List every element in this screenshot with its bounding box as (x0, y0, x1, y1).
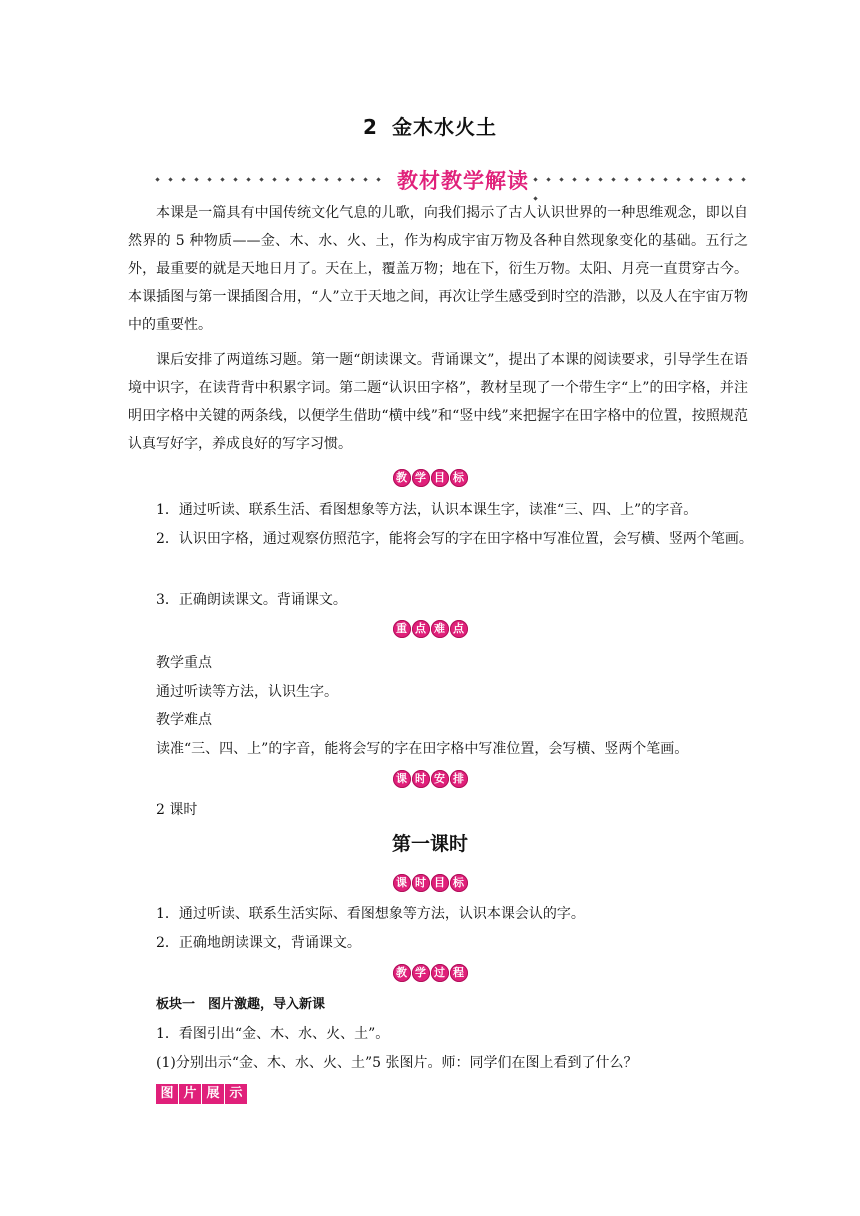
divider-dot (207, 177, 211, 181)
divider-dot (572, 177, 576, 181)
lesson-goal-1: 1．通过听读、联系生活实际、看图想象等方法，认识本课会认的字。 (156, 906, 585, 922)
badge-char: 标 (450, 874, 468, 892)
badge-char: 时 (412, 770, 430, 788)
divider-dot (155, 177, 159, 181)
badge-char: 目 (431, 874, 449, 892)
divider-dot (337, 177, 341, 181)
badge-char: 点 (450, 620, 468, 638)
badge-char: 程 (450, 964, 468, 982)
divider-dot (715, 177, 719, 181)
divider-dot (663, 177, 667, 181)
badge-char: 排 (450, 770, 468, 788)
badge-teaching-goals (0, 469, 860, 487)
badge-lesson-goals (0, 874, 860, 892)
divider-dot (259, 177, 263, 181)
divider-dot (272, 177, 276, 181)
badge-schedule (0, 770, 860, 788)
badge-char: 教 (393, 469, 411, 487)
divider-dot (233, 177, 237, 181)
badge-char: 学 (412, 964, 430, 982)
badge-char: 目 (431, 469, 449, 487)
lesson-title (0, 111, 860, 140)
divider-dot (702, 177, 706, 181)
divider-dot (246, 177, 250, 181)
lesson-goal-2: 2．正确地朗读课文，背诵课文。 (156, 935, 361, 951)
difficult-point-text: 读准“三、四、上”的字音，能将会写的字在田字格中写准位置，会写横、竖两个笔画。 (156, 741, 689, 757)
divider-dot (533, 177, 537, 181)
schedule-text: 2 课时 (156, 802, 198, 818)
divider-dot (546, 177, 550, 181)
divider-dot (363, 177, 367, 181)
divider-dot (728, 177, 732, 181)
block-1-title: 板块一 图片激趣，导入新课 (156, 997, 326, 1012)
section-banner-title: 教材教学解读 (397, 169, 529, 193)
goal-item-2: 2．认识田字格，通过观察仿照范字，能将会写的字在田字格中写准位置，会写横、竖两个笔画。 (156, 531, 753, 547)
divider-dot (650, 177, 654, 181)
badge-char: 标 (450, 469, 468, 487)
tag-char: 片 (179, 1084, 201, 1104)
divider-dot (741, 177, 745, 181)
badge-char: 安 (431, 770, 449, 788)
intro-paragraph-2: 课后安排了两道练习题。第一题“朗读课文。背诵课文”，提出了本课的阅读要求，引导学生在语境中识字，在读背背中积累字词。第二题“认识田字格”，教材呈现了一个带生字“上”的田字格，并注明田字格中关键的两条线，以便学生借助“横中线”和“竖中线”来把握字在田字格中的位置，按照规范认真写好字，养成良好的写字习惯。 (128, 352, 748, 452)
lesson-1-title: 第一课时 (391, 833, 468, 855)
badge-key-points (0, 620, 860, 638)
divider-dot (298, 177, 302, 181)
divider-dot (194, 177, 198, 181)
section-banner (156, 168, 766, 193)
dot-divider-left (156, 178, 392, 182)
divider-dot (168, 177, 172, 181)
tag-char: 展 (202, 1084, 224, 1104)
badge-char: 过 (431, 964, 449, 982)
difficult-point-label: 教学难点 (156, 712, 212, 728)
divider-dot (350, 177, 354, 181)
goal-item-3: 3．正确朗读课文。背诵课文。 (156, 592, 347, 608)
divider-dot (585, 177, 589, 181)
badge-char: 课 (393, 874, 411, 892)
divider-dot (324, 177, 328, 181)
badge-char: 难 (431, 620, 449, 638)
badge-char: 点 (412, 620, 430, 638)
lesson-number: 2 (363, 115, 378, 139)
divider-dot (624, 177, 628, 181)
divider-dot (598, 177, 602, 181)
divider-dot (637, 177, 641, 181)
intro-paragraph-1: 本课是一篇具有中国传统文化气息的儿歌，向我们揭示了古人认识世界的一种思维观念，即以自然界的 5 种物质——金、木、水、火、土，作为构成宇宙万物及各种自然现象变化的基础。五行之外，最重要的就是天地日月了。天在上，覆盖万物；地在下，衍生万物。太阳、月亮一直贯穿古今。本课插图与第一课插图合用，“人”立于天地之间，再次让学生感受到时空的浩渺，以及人在宇宙万物中的重要性。 (128, 205, 748, 333)
divider-dot (285, 177, 289, 181)
tag-char: 示 (225, 1084, 247, 1104)
step-1-1: (1)分别出示“金、木、水、火、土”5 张图片。师：同学们在图上看到了什么？ (156, 1055, 638, 1071)
divider-dot (376, 177, 380, 181)
key-point-text: 通过听读等方法，认识生字。 (156, 684, 338, 700)
divider-dot (611, 177, 615, 181)
badge-char: 课 (393, 770, 411, 788)
picture-display-tag (156, 1084, 247, 1104)
badge-char: 时 (412, 874, 430, 892)
divider-dot (689, 177, 693, 181)
step-1: 1．看图引出“金、木、水、火、土”。 (156, 1026, 390, 1042)
badge-char: 重 (393, 620, 411, 638)
tag-char: 图 (156, 1084, 178, 1104)
divider-dot (311, 177, 315, 181)
lesson-title-text: 金木水火土 (391, 115, 497, 139)
goal-item-1: 1．通过听读、联系生活、看图想象等方法，认识本课生字，读准“三、四、上”的字音。 (156, 502, 698, 518)
badge-char: 教 (393, 964, 411, 982)
divider-dot (220, 177, 224, 181)
divider-dot (559, 177, 563, 181)
divider-dot (181, 177, 185, 181)
key-point-label: 教学重点 (156, 655, 212, 671)
divider-dot (676, 177, 680, 181)
badge-teaching-process (0, 964, 860, 982)
badge-char: 学 (412, 469, 430, 487)
dot-divider-right (534, 178, 766, 182)
